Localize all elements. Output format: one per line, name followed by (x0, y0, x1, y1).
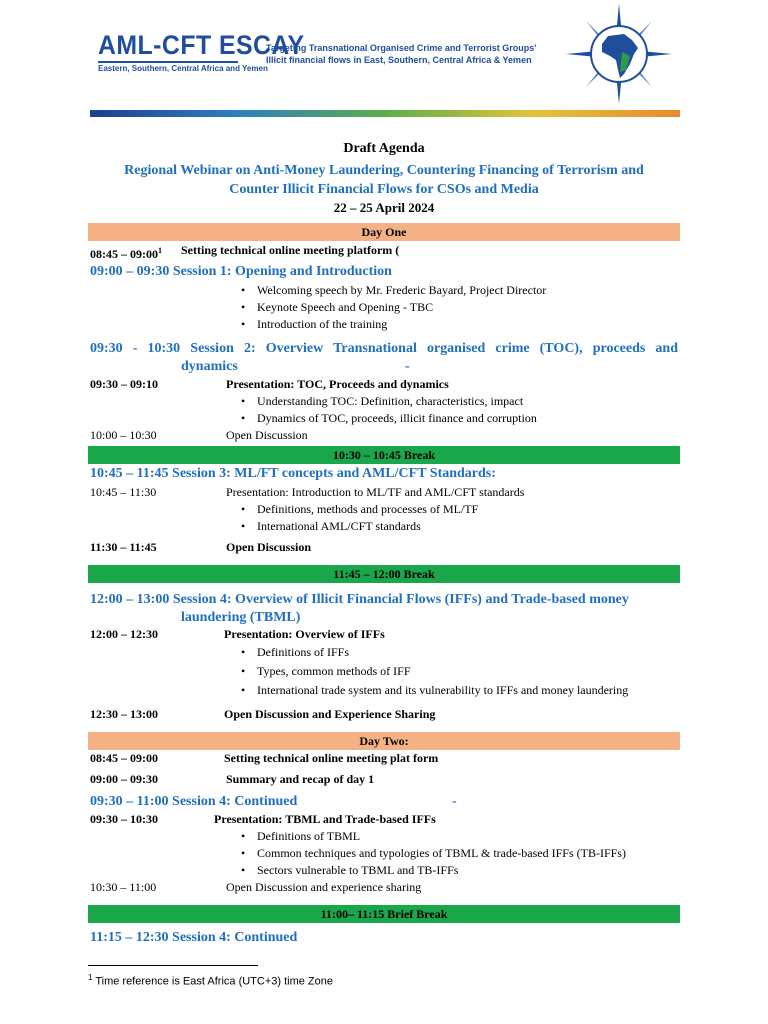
agenda-time (90, 243, 162, 262)
logo-underline (98, 61, 238, 63)
agenda-time: 09:00 – 09:30 (90, 772, 158, 786)
logo-title: AML-CFT ESCAY (98, 30, 305, 60)
break-band: 10:30 – 10:45 Break (88, 446, 680, 464)
agenda-item: Open Discussion (226, 540, 312, 554)
agenda-item: Presentation: Introduction to ML/TF and AML/CFT standards (226, 485, 525, 499)
session-2-dash: - (405, 359, 410, 374)
session-1-heading: 09:00 – 09:30 Session 1: Opening and Introduction (90, 264, 392, 279)
footnote-text: Time reference is East Africa (UTC+3) time Zone (95, 975, 334, 988)
agenda-item: Open Discussion and experience sharing (226, 880, 422, 894)
session-3-heading: 10:45 – 11:45 Session 3: ML/FT concepts and AML/CFT Standards: (90, 466, 496, 481)
list-item: • Definitions of TBML (257, 829, 360, 844)
session-4-continued-heading: 09:30 – 11:00 Session 4: Continued (90, 794, 298, 809)
agenda-time: 08:45 – 09:00 (90, 751, 158, 765)
list-item: • Definitions of IFFs (257, 645, 349, 660)
agenda-time: 09:30 – 09:10 (90, 377, 158, 391)
footnote (88, 973, 333, 988)
list-item: • Introduction of the training (257, 317, 387, 332)
footnote-mark: 1 (88, 973, 93, 982)
doc-subtitle-line1: Regional Webinar on Anti-Money Laundering, Countering Financing of Terrorism and (124, 163, 644, 178)
day-one-band: Day One (88, 223, 680, 241)
list-item: • Types, common methods of IFF (257, 664, 411, 679)
agenda-time: 09:30 – 10:30 (90, 812, 158, 826)
session-dash: - (452, 794, 457, 809)
agenda-item: Open Discussion and Experience Sharing (224, 707, 436, 721)
agenda-time: 10:45 – 11:30 (90, 485, 157, 499)
doc-subtitle (0, 161, 768, 199)
doc-title: Draft Agenda (343, 141, 425, 156)
footnote-ref: 1 (158, 246, 162, 255)
list-item: • International trade system and its vulnerability to IFFs and money laundering (257, 683, 628, 698)
agenda-item: Presentation: TOC, Proceeds and dynamics (226, 377, 449, 391)
day-two-band: Day Two: (88, 732, 680, 750)
break-band: 11:45 – 12:00 Break (88, 565, 680, 583)
agenda-time-text: 08:45 – 09:00 (90, 247, 158, 261)
list-item: • Dynamics of TOC, proceeds, illicit finance and corruption (257, 411, 537, 426)
agenda-time: 10:30 – 11:00 (90, 880, 157, 894)
list-item: • Keynote Speech and Opening - TBC (257, 300, 433, 315)
agenda-time: 11:30 – 11:45 (90, 540, 157, 554)
doc-dates: 22 – 25 April 2024 (333, 200, 435, 215)
agenda-time: 12:30 – 13:00 (90, 707, 158, 721)
tagline (266, 42, 556, 66)
agenda-time: 12:00 – 12:30 (90, 627, 158, 641)
agenda-item: Open Discussion (226, 428, 308, 442)
tagline-line2: Illicit financial flows in East, Southern, Central Africa & Yemen (266, 55, 532, 65)
session-4-heading: 12:00 – 13:00 Session 4: Overview of Illicit Financial Flows (IFFs) and Trade-based money (90, 592, 629, 607)
agenda-item: Setting technical online meeting platform ( (181, 243, 400, 257)
compass-map-icon (566, 4, 672, 104)
list-item: • Definitions, methods and processes of ML/TF (257, 502, 478, 517)
session-2-heading-cont: dynamics (181, 359, 238, 374)
agenda-item: Presentation: TBML and Trade-based IFFs (214, 812, 436, 826)
break-band: 11:00– 11:15 Brief Break (88, 905, 680, 923)
list-item: • Welcoming speech by Mr. Frederic Bayard, Project Director (257, 283, 546, 298)
agenda-time: 10:00 – 10:30 (90, 428, 157, 442)
session-2-heading: 09:30 - 10:30 Session 2: Overview Transnational organised crime (TOC), proceeds and (90, 341, 678, 356)
header-gradient-bar (90, 110, 680, 117)
session-4-heading-cont: laundering (TBML) (181, 610, 301, 625)
list-item: • Sectors vulnerable to TBML and TB-IFFs (257, 863, 458, 878)
list-item: • International AML/CFT standards (257, 519, 421, 534)
tagline-line1: Targeting Transnational Organised Crime and Terrorist Groups' (266, 43, 537, 53)
footnote-divider (88, 965, 258, 966)
list-item: • Understanding TOC: Definition, characteristics, impact (257, 394, 523, 409)
session-4-continued-heading: 11:15 – 12:30 Session 4: Continued (90, 930, 298, 945)
logo-subtitle: Eastern, Southern, Central Africa and Yemen (98, 64, 268, 73)
agenda-item: Summary and recap of day 1 (226, 772, 375, 786)
agenda-item: Presentation: Overview of IFFs (224, 627, 385, 641)
list-item: • Common techniques and typologies of TBML & trade-based IFFs (TB-IFFs) (257, 846, 626, 861)
agenda-item: Setting technical online meeting plat form (224, 751, 439, 765)
doc-subtitle-line2: Counter Illicit Financial Flows for CSOs and Media (229, 182, 539, 197)
